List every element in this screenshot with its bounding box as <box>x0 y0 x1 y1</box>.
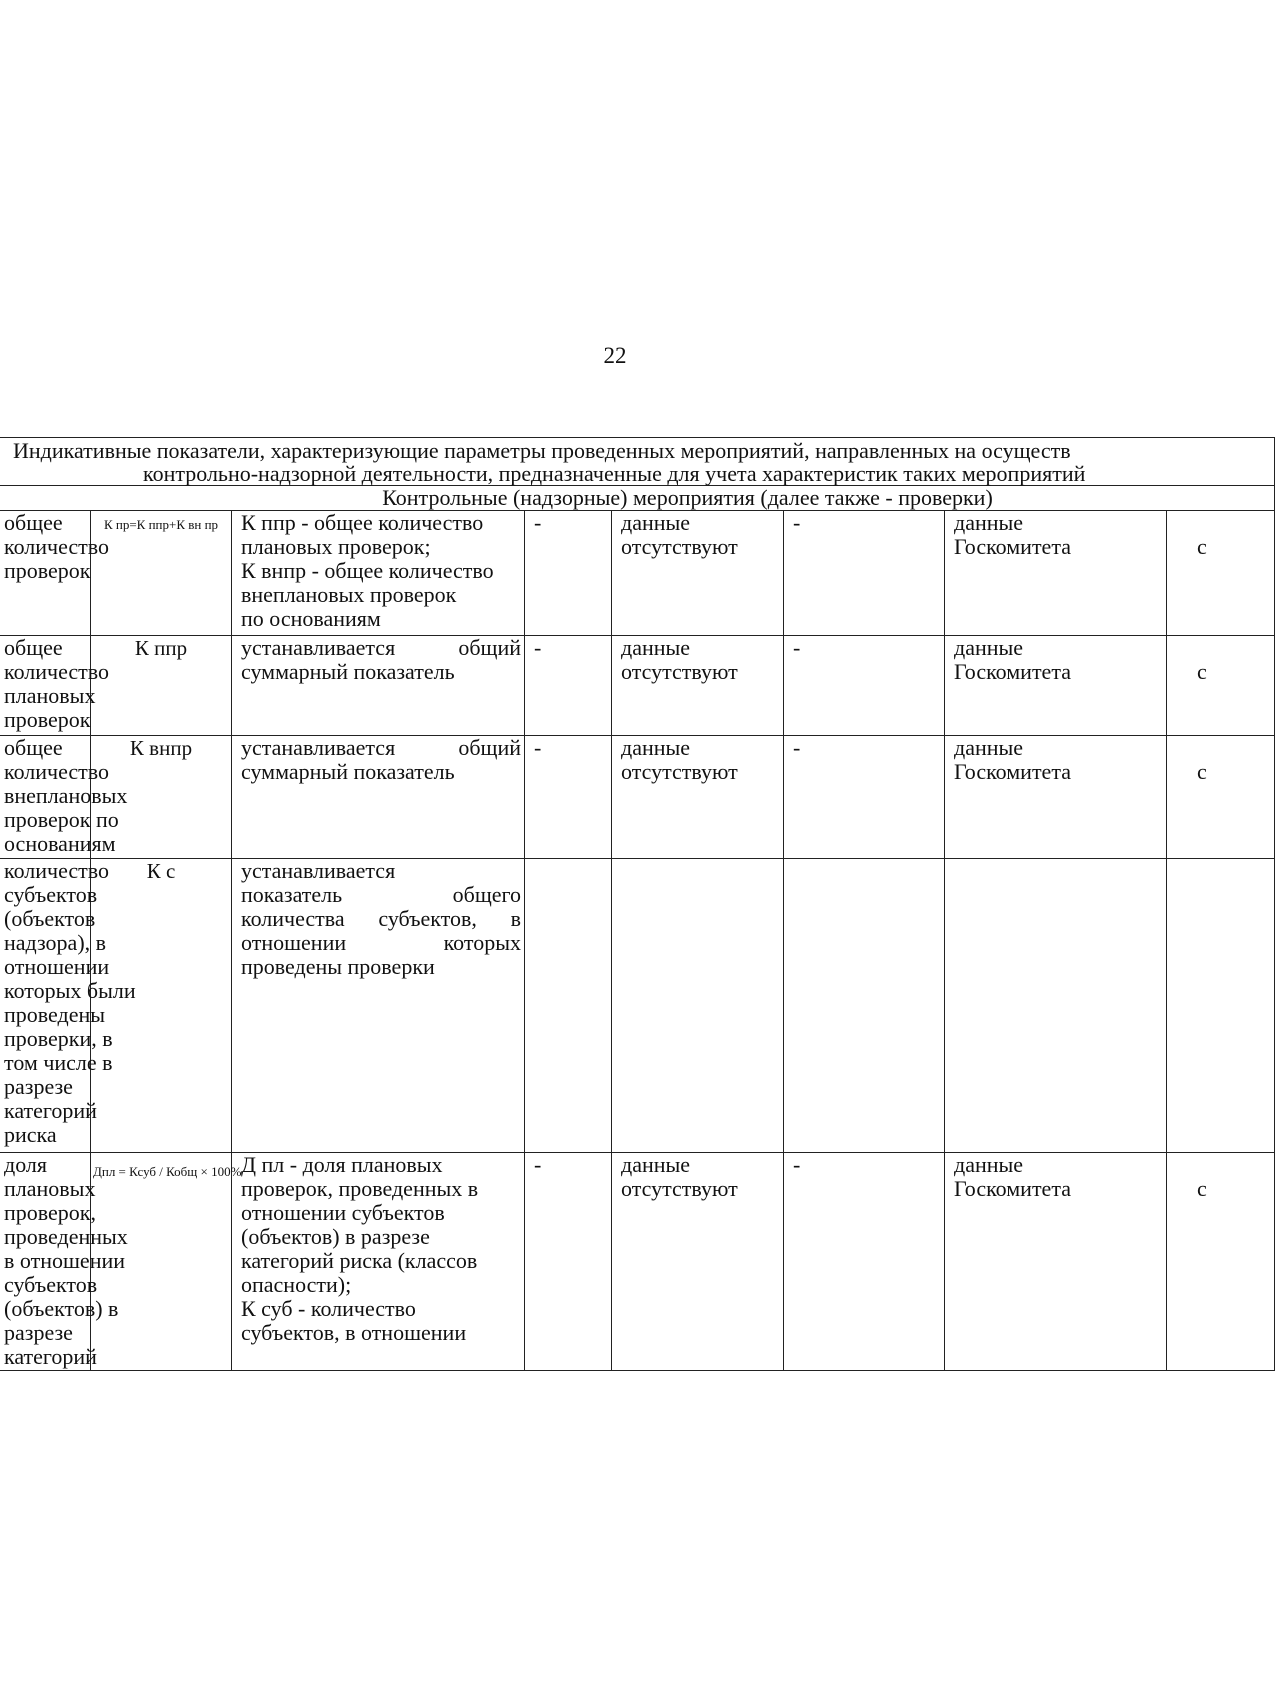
committee-data-line: данные <box>954 510 1024 535</box>
indicator-name-line: разрезе <box>4 1320 73 1345</box>
cut-off-cell <box>1167 1153 1275 1371</box>
indicator-name-line: субъектов <box>4 1272 98 1297</box>
formula-text: К внпр <box>129 736 193 760</box>
description-cell <box>232 1153 525 1371</box>
indicator-name-line: доля <box>4 1152 48 1177</box>
indicator-name-cell <box>0 1152 128 1371</box>
description-line: отношении которых <box>241 930 521 955</box>
indicator-name-line: которых были <box>4 978 136 1003</box>
formula-cell <box>91 511 232 636</box>
indicator-name-line: разрезе <box>4 1074 73 1099</box>
cut-off-text: с <box>1197 534 1207 559</box>
indicator-name-line: категорий <box>4 1344 97 1369</box>
data-source-line: данные <box>621 510 691 535</box>
formula-text: К с <box>146 859 176 883</box>
indicator-name-line: внеплановых <box>4 783 128 808</box>
table-subheading: Контрольные (надзорные) мероприятия (далее также - проверки) <box>0 486 1275 511</box>
description-line: К суб - количество <box>241 1296 416 1321</box>
description-line: суммарный показатель <box>241 759 455 784</box>
committee-data-line: данные <box>954 735 1024 760</box>
table-row <box>0 859 1275 1153</box>
indicator-name-line: проверки, в <box>4 1026 113 1051</box>
indicator-name-line: плановых <box>4 683 96 708</box>
committee-data-line: Госкомитета <box>954 1176 1071 1201</box>
dash-cell: - <box>525 736 612 859</box>
indicator-name-line: в отношении <box>4 1248 126 1273</box>
committee-data-line: Госкомитета <box>954 759 1071 784</box>
dash-cell: - <box>525 636 612 736</box>
table-row <box>0 1153 1275 1371</box>
indicator-name-line: плановых <box>4 1176 96 1201</box>
data-source-line: отсутствуют <box>621 534 738 559</box>
data-source-line: отсутствуют <box>621 759 738 784</box>
empty-cell <box>1167 859 1275 1153</box>
table-heading-row <box>0 438 1275 486</box>
description-line: внеплановых проверок <box>241 582 457 607</box>
indicator-name-line: отношении <box>4 954 110 979</box>
description-line: Д пл - доля плановых <box>241 1152 443 1177</box>
indicator-name-cell <box>0 510 110 636</box>
indicator-name-line: проверок по <box>4 807 119 832</box>
indicator-name-line: основаниям <box>4 831 116 856</box>
formula-cell <box>91 636 232 736</box>
committee-data-cell <box>945 636 1167 736</box>
indicator-name-line: количество <box>4 534 110 559</box>
indicator-name-line: проверок <box>4 558 91 583</box>
description-line: устанавливается общий <box>241 635 521 660</box>
description-line: суммарный показатель <box>241 659 455 684</box>
dash-cell: - <box>525 511 612 636</box>
committee-data-cell <box>945 736 1167 859</box>
committee-data-cell <box>945 511 1167 636</box>
indicator-name-line: надзора), в <box>4 930 107 955</box>
cut-off-cell <box>1167 636 1275 736</box>
description-line: устанавливается <box>241 858 396 883</box>
description-line: категорий риска (классов <box>241 1248 478 1273</box>
table-subheading-row <box>0 486 1275 511</box>
indicator-name-line: том числе в <box>4 1050 113 1075</box>
indicator-name-line: проверок, <box>4 1200 96 1225</box>
data-source-cell <box>612 636 784 736</box>
table-row <box>0 511 1275 636</box>
empty-cell <box>945 859 1167 1153</box>
formula-text: К пр=К ппр+К вн пр <box>103 517 219 532</box>
data-source-line: отсутствуют <box>621 659 738 684</box>
indicator-name-line: субъектов <box>4 882 98 907</box>
empty-cell <box>525 859 612 1153</box>
indicator-name-cell <box>0 858 136 1153</box>
empty-cell <box>784 859 945 1153</box>
dash-cell: - <box>784 736 945 859</box>
dash-cell: - <box>784 511 945 636</box>
share-formula <box>93 1159 242 1184</box>
empty-cell <box>612 859 784 1153</box>
indicator-name-line: общее <box>4 735 63 760</box>
data-source-cell <box>612 511 784 636</box>
indicator-name-line: проведены <box>4 1002 106 1027</box>
cut-off-text: с <box>1197 659 1207 684</box>
description-cell <box>232 859 525 1153</box>
indicators-table <box>0 437 1275 1371</box>
data-source-cell <box>612 1153 784 1371</box>
description-line: показатель общего <box>241 882 521 907</box>
table-heading-line-2: контрольно-надзорной деятельности, предназначенные для учета характеристик таких мероприятий <box>143 461 1086 486</box>
description-line: субъектов, в отношении <box>241 1320 467 1345</box>
indicator-name-line: (объектов) в <box>4 1296 119 1321</box>
cut-off-text: с <box>1197 759 1207 784</box>
indicator-name-line: проверок <box>4 707 91 732</box>
formula-cell <box>91 859 232 1153</box>
description-line: К ппр - общее количество <box>241 510 484 535</box>
indicator-name-line: общее <box>4 510 63 535</box>
description-line: (объектов) в разрезе <box>241 1224 430 1249</box>
description-line: отношении субъектов <box>241 1200 445 1225</box>
description-line: плановых проверок; <box>241 534 431 559</box>
indicator-name-line: количество <box>4 759 110 784</box>
indicator-name-line: (объектов <box>4 906 96 931</box>
dash-cell: - <box>784 1153 945 1371</box>
formula-text: К ппр <box>134 636 188 660</box>
indicator-name-line: количество <box>4 858 110 883</box>
indicator-name-line: проведенных <box>4 1224 128 1249</box>
data-source-line: данные <box>621 635 691 660</box>
committee-data-cell <box>945 1153 1167 1371</box>
cut-off-cell <box>1167 736 1275 859</box>
indicator-name-line: общее <box>4 635 63 660</box>
table-heading <box>0 438 1275 486</box>
committee-data-line: данные <box>954 635 1024 660</box>
indicator-name-line: категорий <box>4 1098 97 1123</box>
data-source-line: данные <box>621 1152 691 1177</box>
indicator-name-cell <box>0 635 110 736</box>
table-row <box>0 736 1275 859</box>
description-cell <box>232 636 525 736</box>
description-line: опасности); <box>241 1272 352 1297</box>
description-cell <box>232 511 525 636</box>
description-line: количества субъектов, в <box>241 906 521 931</box>
indicator-name-cell <box>0 735 128 859</box>
dash-cell: - <box>525 1153 612 1371</box>
description-line: проведены проверки <box>241 954 435 979</box>
page-number: 22 <box>603 343 627 368</box>
cut-off-text: с <box>1197 1176 1207 1201</box>
committee-data-line: данные <box>954 1152 1024 1177</box>
committee-data-line: Госкомитета <box>954 534 1071 559</box>
data-source-cell <box>612 736 784 859</box>
indicator-name-line: количество <box>4 659 110 684</box>
indicator-name-line: риска <box>4 1122 57 1147</box>
description-line: устанавливается общий <box>241 735 521 760</box>
description-line: К внпр - общее количество <box>241 558 494 583</box>
description-line: по основаниям <box>241 606 381 631</box>
data-source-line: данные <box>621 735 691 760</box>
description-line: проверок, проведенных в <box>241 1176 479 1201</box>
cut-off-cell <box>1167 511 1275 636</box>
table-row <box>0 636 1275 736</box>
committee-data-line: Госкомитета <box>954 659 1071 684</box>
table-heading-line-1: Индикативные показатели, характеризующие параметры проведенных мероприятий, направленных на осуществ <box>13 438 1071 463</box>
description-cell <box>232 736 525 859</box>
formula-text: Дпл = Ксуб / Кобщ × 100% <box>93 1164 242 1179</box>
data-source-line: отсутствуют <box>621 1176 738 1201</box>
dash-cell: - <box>784 636 945 736</box>
